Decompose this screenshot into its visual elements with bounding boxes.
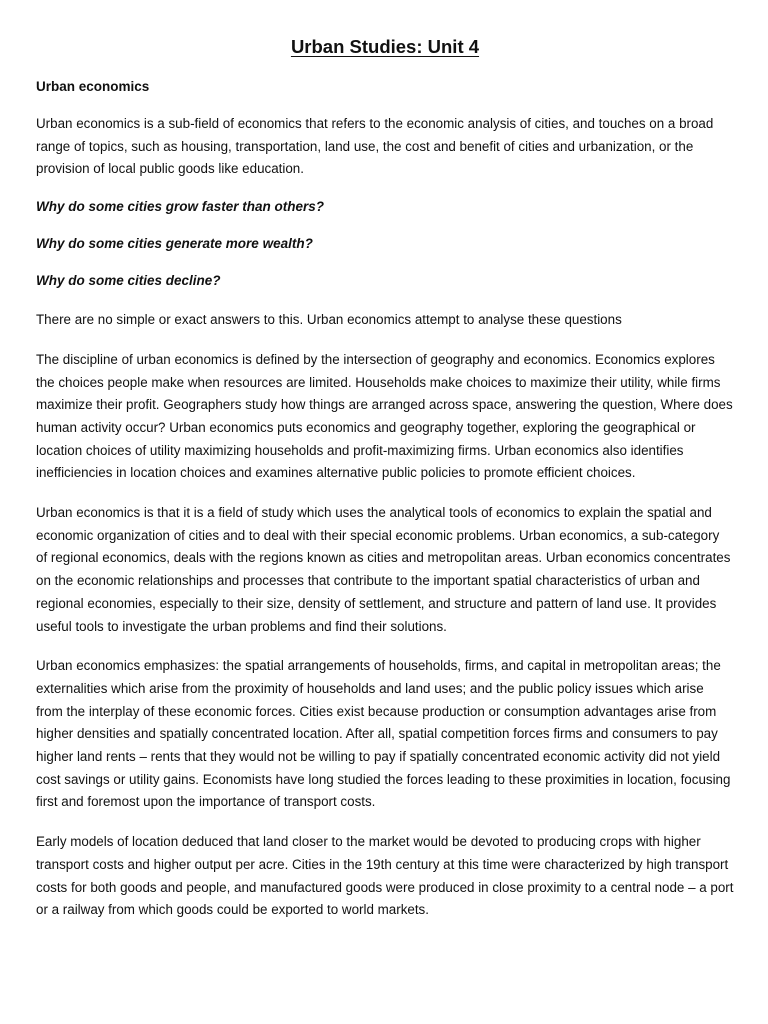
page-title: Urban Studies: Unit 4 bbox=[290, 36, 480, 57]
paragraph-discipline-definition: The discipline of urban economics is defined by the intersection of geography and economics. Economics explores the choices people make when resources are limited. Households make choices to maximize their utility, while firms maximize their profit. Geographers study how things are arranged across space, answering the question, Where does human activity occur? Urban economics puts economics and geography together, exploring the geographical or location choices of utility maximizing households and profit-maximizing firms. Urban economics also identifies inefficiencies in location choices and examines alternative public policies to promote efficient choices. bbox=[36, 351, 733, 481]
document-page bbox=[36, 0, 734, 922]
question-generate-wealth: Why do some cities generate more wealth? bbox=[36, 236, 313, 252]
paragraph-no-simple-answers: There are no simple or exact answers to this. Urban economics attempt to analyse these questions bbox=[36, 312, 622, 328]
question-grow-faster: Why do some cities grow faster than others? bbox=[36, 199, 325, 215]
intro-paragraph: Urban economics is a sub-field of economics that refers to the economic analysis of cities, and touches on a broad range of topics, such as housing, transportation, land use, the cost and benefit of cities and urbanization, or the provision of local public goods like education. bbox=[36, 116, 714, 177]
section-heading: Urban economics bbox=[36, 79, 150, 94]
paragraph-early-models: Early models of location deduced that land closer to the market would be devoted to producing crops with higher transport costs and higher output per acre. Cities in the 19th century at this time were characterized by high transport costs for both goods and people, and manufactured goods were produced in close proximity to a central node – a port or a railway from which goods could be exported to world markets. bbox=[36, 834, 734, 918]
paragraph-field-of-study: Urban economics is that it is a field of study which uses the analytical tools of economics to explain the spatial and economic organization of cities and to deal with their special economic problems. Urban economics, a sub-category of regional economics, deals with the regions known as cities and metropolitan areas. Urban economics concentrates on the economic relationships and processes that contribute to the important spatial characteristics of urban and regional economies, especially to their size, density of settlement, and structure and pattern of land use. It provides useful tools to investigate the urban problems and find their solutions. bbox=[36, 505, 731, 634]
question-decline: Why do some cities decline? bbox=[36, 273, 221, 289]
paragraph-emphasis: Urban economics emphasizes: the spatial arrangements of households, firms, and capital in metropolitan areas; the externalities which arise from the proximity of households and land uses; and the public policy issues which arise from the interplay of these economic forces. Cities exist because production or consumption advantages arise from higher densities and spatially concentrated location. After all, spatial competition forces firms and consumers to pay higher land rents – rents that they would not be willing to pay if spatially concentrated economic activity did not yield cost savings or utility gains. Economists have long studied the forces leading to these proximities in location, focusing first and foremost upon the importance of transport costs. bbox=[36, 658, 731, 810]
